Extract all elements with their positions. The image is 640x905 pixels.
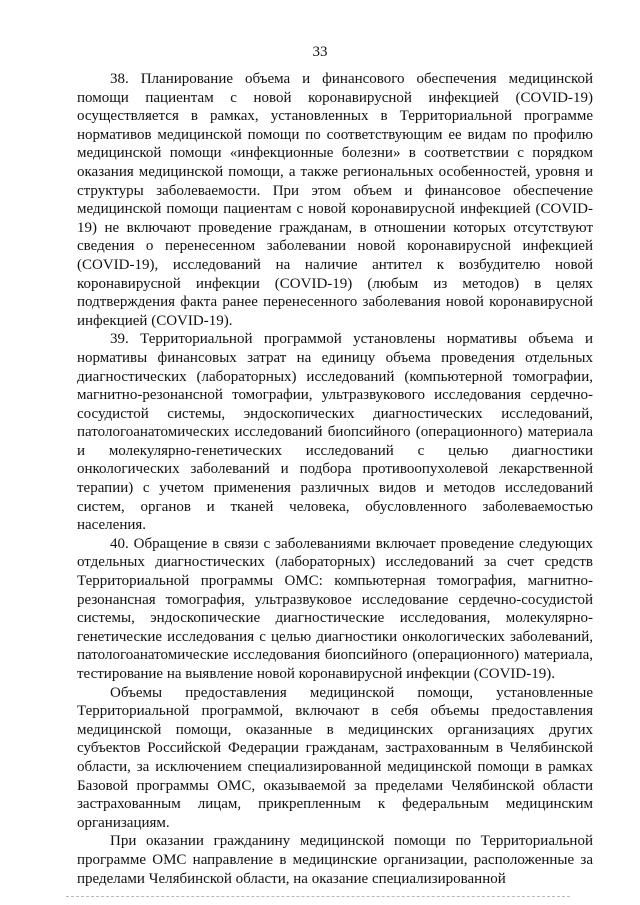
footer-rule (66, 896, 570, 897)
document-body (77, 70, 593, 888)
paragraph-38: 38. Планирование объема и финансового обеспечения медицинской помощи пациентам с новой коронавирусной инфекцией (COVID-19) осуществляется в рамках, установленных в Территориальной программе нормативов медицинской помощи по соответствующим ее видам по профилю медицинской помощи «инфекционные болезни» в соответствии с порядком оказания медицинской помощи, а также региональных особенностей, уровня и структуры заболеваемости. При этом объем и финансовое обеспечение медицинской помощи пациентам с новой коронавирусной инфекцией (COVID-19) не включают проведение гражданам, в отношении которых отсутствуют сведения о перенесенном заболевании новой коронавирусной инфекцией (COVID-19), исследований на наличие антител к возбудителю новой коронавирусной инфекции (COVID-19) (любым из методов) в целях подтверждения факта ранее перенесенного заболевания новой коронавирусной инфекцией (COVID-19). (77, 71, 593, 329)
paragraph-40: 40. Обращение в связи с заболеваниями включает проведение следующих отдельных диагностических (лабораторных) исследований за счет средств Территориальной программы ОМС: компьютерная томография, магнитно-резонансная томография, ультразвуковое исследование сердечно-сосудистой системы, эндоскопические диагностические исследования, молекулярно-генетические исследования с целью диагностики онкологических заболеваний, патологоанатомические исследования биопсийного (операционного) материала, тестирование на выявление новой коронавирусной инфекции (COVID-19). (77, 535, 593, 682)
paragraph-39: 39. Территориальной программой установлены нормативы объема и нормативы финансовых затрат на единицу объема проведения отдельных диагностических (лабораторных) исследований (компьютерной томографии, магнитно-резонансной томографии, ультразвукового исследования сердечно-сосудистой системы, эндоскопических диагностических исследований, патологоанатомических исследований биопсийного (операционного) материала и молекулярно-генетических исследований с целью диагностики онкологических заболеваний и подбора противоопухолевой лекарственной терапии) с учетом применения различных видов и методов исследований систем, органов и тканей человека, обусловленного заболеваемостью населения. (77, 331, 593, 534)
paragraph-volumes: Объемы предоставления медицинской помощи, установленные Территориальной программой, включают в себя объемы предоставления медицинской помощи, оказанные в медицинских организациях других субъектов Российской Федерации гражданам, застрахованным в Челябинской области, за исключением специализированной медицинской помощи в рамках Базовой программы ОМС, оказываемой за пределами Челябинской области застрахованным лицам, прикрепленным к федеральным медицинским организациям. (77, 684, 593, 831)
paragraph-referral: При оказании гражданину медицинской помощи по Территориальной программе ОМС направление в медицинские организации, расположенные за пределами Челябинской области, на оказание специализированной (77, 833, 593, 887)
page-number: 33 (312, 44, 328, 60)
